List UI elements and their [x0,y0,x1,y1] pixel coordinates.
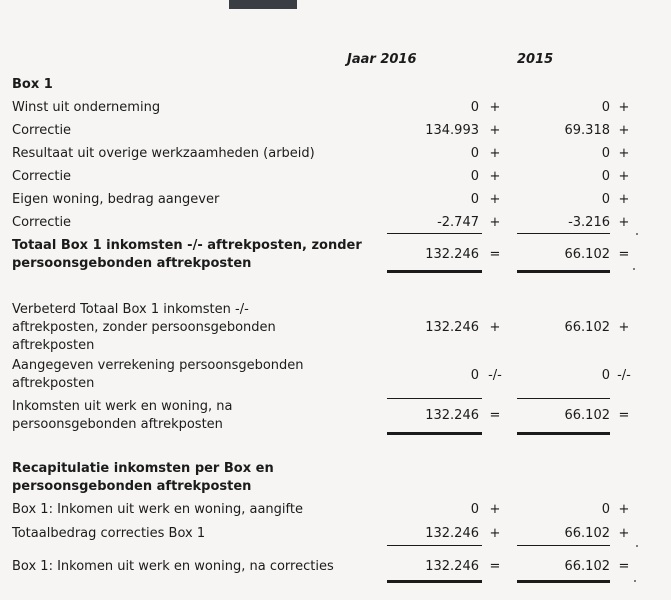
value-2016: 0 [470,192,479,207]
recap-title-line2: persoonsgebonden aftrekposten [12,479,252,494]
value-2015: 69.318 [564,123,610,138]
operator-2015: + [618,320,630,335]
row-label-line2: persoonsgebonden aftrekposten [12,417,223,432]
value-2015: -3.216 [568,215,610,230]
value-2015: 66.102 [564,320,610,335]
total-rule-2016 [387,580,482,583]
row-label: Box 1: Inkomen uit werk en woning, na correcties [12,559,334,574]
value-2016: 0 [470,100,479,115]
operator-2016: + [489,123,501,138]
value-2016: 0 [470,502,479,517]
value-2015: 0 [601,192,610,207]
sum-rule-2016 [387,398,482,399]
mark-dot [636,233,638,235]
row-label-line2: aftrekposten, zonder persoonsgebonden [12,320,276,335]
row-label-line2: persoonsgebonden aftrekposten [12,256,252,271]
year-2015-header: 2015 [517,52,554,67]
value-2016: 132.246 [425,247,479,262]
operator-2016: + [489,320,501,335]
operator-2015: + [618,502,630,517]
value-2016: 132.246 [425,559,479,574]
operator-2016: + [489,100,501,115]
operator-2015: = [618,559,630,574]
value-2016: 0 [470,368,479,383]
value-2015: 0 [601,169,610,184]
row-label: Inkomsten uit werk en woning, na [12,399,233,414]
value-2016: 132.246 [425,526,479,541]
operator-2016: + [489,215,501,230]
recap-title: Recapitulatie inkomsten per Box en [12,461,274,476]
row-label: Correctie [12,215,72,230]
total-rule-2016 [387,432,482,435]
total-rule-2015 [517,432,610,435]
row-label: Verbeterd Totaal Box 1 inkomsten -/- [12,302,249,317]
row-label: Eigen woning, bedrag aangever [12,192,220,207]
operator-2015: + [618,123,630,138]
row-label: Resultaat uit overige werkzaamheden (arbeid) [12,146,315,161]
operator-2016: -/- [488,368,502,383]
operator-2016: = [489,559,501,574]
total-rule-2015 [517,270,610,273]
value-2015: 0 [601,146,610,161]
operator-2016: = [489,247,501,262]
value-2016: 132.246 [425,320,479,335]
row-label: Winst uit onderneming [12,100,161,115]
operator-2015: + [618,192,630,207]
operator-2016: + [489,146,501,161]
sum-rule-2016 [387,233,482,234]
sum-rule-2016 [387,545,482,546]
operator-2015: -/- [617,368,631,383]
mark-dot [634,580,636,582]
operator-2015: + [618,146,630,161]
value-2015: 0 [601,100,610,115]
value-2015: 66.102 [564,247,610,262]
operator-2015: = [618,408,630,423]
value-2015: 0 [601,368,610,383]
total-rule-2016 [387,270,482,273]
operator-2016: + [489,502,501,517]
row-label-line3: aftrekposten [12,338,95,353]
year-2016-header: Jaar 2016 [347,52,417,67]
operator-2016: + [489,526,501,541]
sum-rule-2015 [517,545,610,546]
mark-dot [636,545,638,547]
mark-dot [633,268,635,270]
operator-2015: + [618,169,630,184]
row-label: Totaalbedrag correcties Box 1 [12,526,206,541]
operator-2016: + [489,169,501,184]
operator-2015: = [618,247,630,262]
value-2015: 66.102 [564,526,610,541]
value-2015: 0 [601,502,610,517]
value-2016: -2.747 [437,215,479,230]
row-label: Box 1: Inkomen uit werk en woning, aangifte [12,502,303,517]
total-rule-2015 [517,580,610,583]
box1-title: Box 1 [12,77,53,92]
value-2016: 134.993 [425,123,479,138]
operator-2015: + [618,526,630,541]
row-label: Totaal Box 1 inkomsten -/- aftrekposten, zonder [12,238,362,253]
value-2016: 0 [470,169,479,184]
value-2015: 66.102 [564,408,610,423]
value-2016: 0 [470,146,479,161]
operator-2015: + [618,215,630,230]
operator-2016: = [489,408,501,423]
value-2015: 66.102 [564,559,610,574]
sum-rule-2015 [517,233,610,234]
value-2016: 132.246 [425,408,479,423]
sum-rule-2015 [517,398,610,399]
operator-2016: + [489,192,501,207]
row-label: Correctie [12,123,72,138]
row-label: Correctie [12,169,72,184]
row-label-line2: aftrekposten [12,376,95,391]
row-label: Aangegeven verrekening persoonsgebonden [12,358,304,373]
operator-2015: + [618,100,630,115]
